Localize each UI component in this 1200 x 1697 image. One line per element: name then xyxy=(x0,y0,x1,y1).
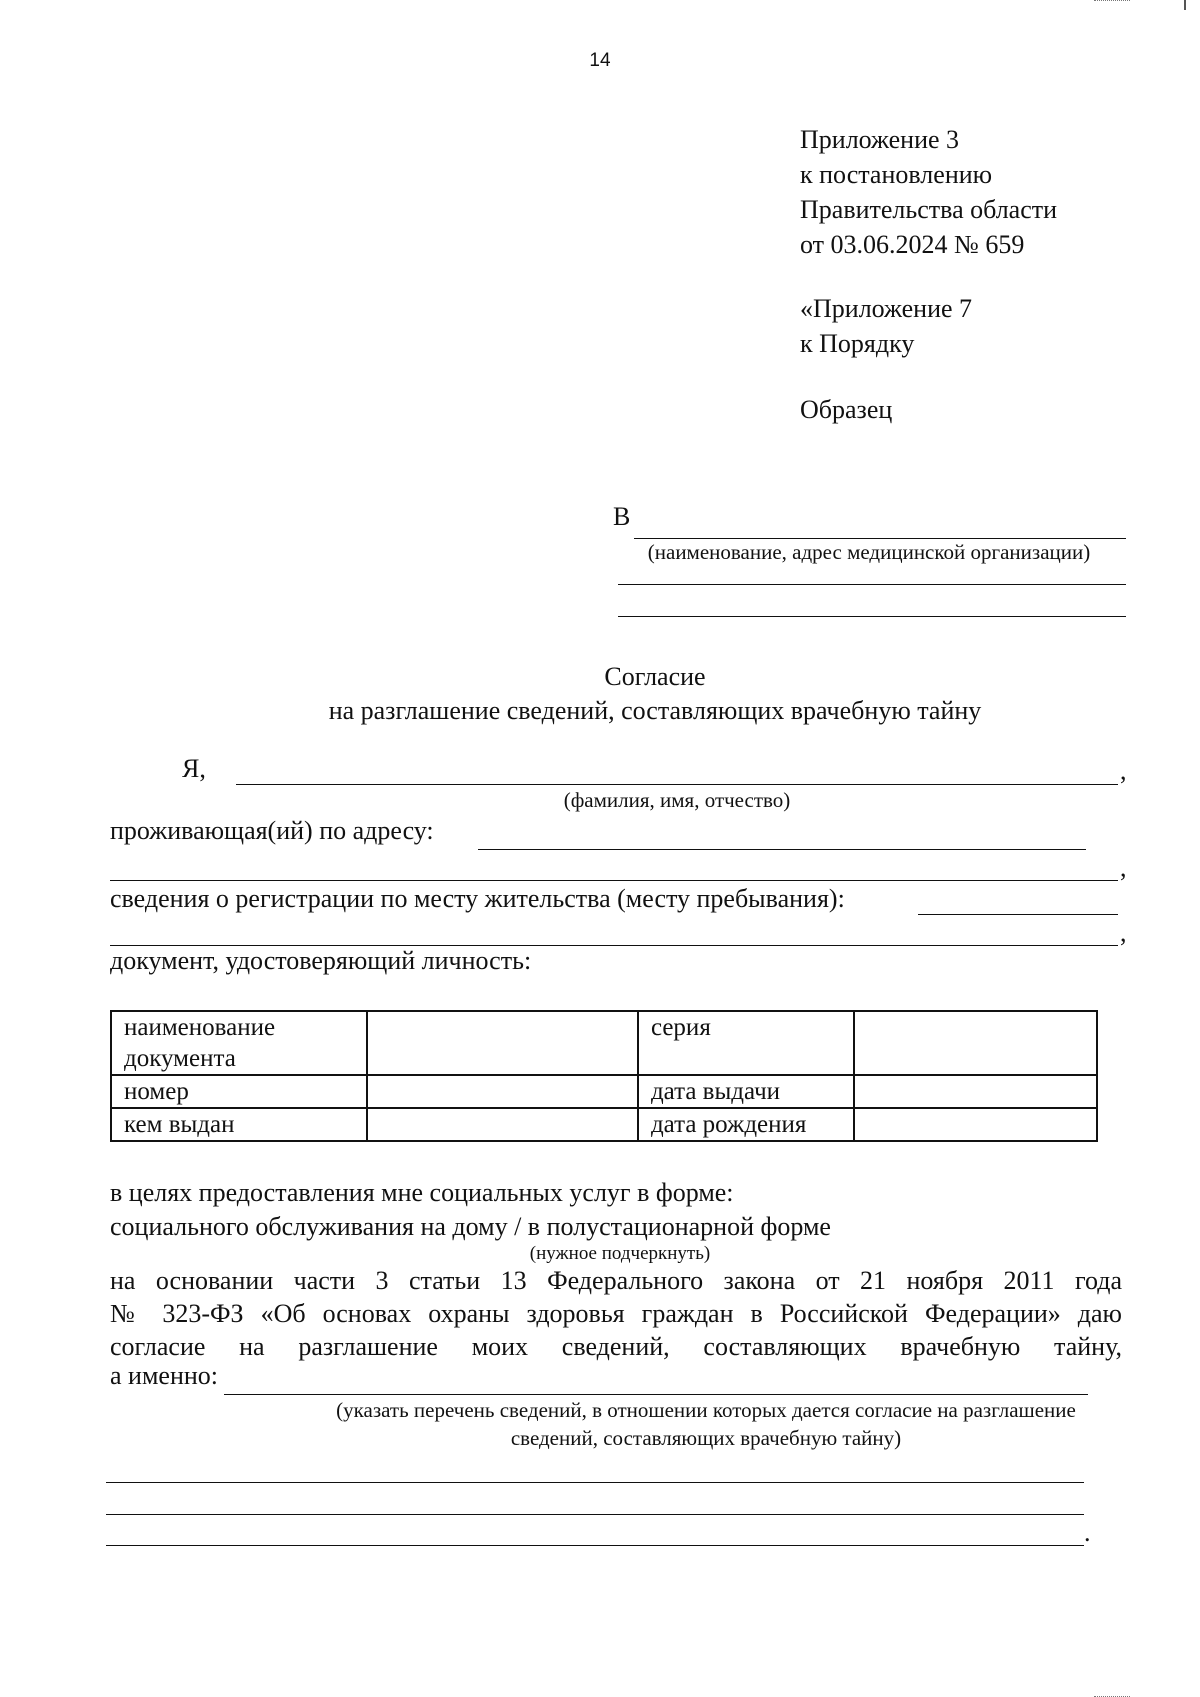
issue-date-cell[interactable] xyxy=(854,1075,1097,1108)
details-caption-line-1: (указать перечень сведений, в отношении которых дается согласие на разглашение xyxy=(336,1398,1076,1422)
addressee-line-2[interactable] xyxy=(618,584,1126,585)
number-cell[interactable] xyxy=(367,1075,638,1108)
registration-label: сведения о регистрации по месту жительства (месту пребывания): xyxy=(110,884,845,913)
details-line-4[interactable] xyxy=(106,1545,1084,1546)
doc-name-cell[interactable] xyxy=(367,1011,638,1075)
table-row xyxy=(111,1011,1097,1075)
registration-line[interactable] xyxy=(918,914,1118,915)
address-line[interactable] xyxy=(478,849,1086,850)
scan-mark xyxy=(1094,0,1130,5)
issued-by-cell[interactable] xyxy=(367,1108,638,1141)
annex-line: к постановлению xyxy=(800,160,993,189)
page-number: 14 xyxy=(589,50,611,71)
namely-label: а именно: xyxy=(110,1361,218,1390)
birth-date-cell[interactable] xyxy=(854,1108,1097,1141)
comma: , xyxy=(1120,853,1127,882)
identity-document-table xyxy=(110,1010,1098,1142)
document-subtitle: на разглашение сведений, составляющих врачебную тайну xyxy=(328,696,982,725)
issue-date-label: дата выдачи xyxy=(638,1075,854,1108)
fio-caption: (фамилия, имя, отчество) xyxy=(563,788,791,812)
basis-paragraph xyxy=(110,1264,1122,1363)
i-label: Я, xyxy=(182,754,206,783)
basis-line: на основании части 3 статьи 13 Федерального закона от 21 ноября 2011 года xyxy=(110,1266,1122,1295)
scan-mark xyxy=(1094,1692,1130,1697)
annex-line: от 03.06.2024 № 659 xyxy=(800,230,1025,259)
details-line-3[interactable] xyxy=(106,1514,1084,1515)
service-form-options[interactable]: социального обслуживания на дому / в полустационарной форме xyxy=(110,1212,831,1241)
document-title: Согласие xyxy=(604,662,706,691)
annex-line: «Приложение 7 xyxy=(800,294,973,323)
addressee-line-3[interactable] xyxy=(618,616,1126,617)
annex-line: Правительства области xyxy=(800,195,1058,224)
purpose-line: в целях предоставления мне социальных услуг в форме: xyxy=(110,1178,734,1207)
addressee-caption: (наименование, адрес медицинской организации) xyxy=(647,540,1091,564)
final-dot: . xyxy=(1084,1518,1091,1547)
series-cell[interactable] xyxy=(854,1011,1097,1075)
table-row xyxy=(111,1108,1097,1141)
birth-date-label: дата рождения xyxy=(638,1108,854,1141)
basis-line: согласие на разглашение моих сведений, составляющих врачебную тайну, xyxy=(110,1332,1122,1361)
basis-line: № 323-ФЗ «Об основах охраны здоровья граждан в Российской Федерации» даю xyxy=(110,1299,1122,1328)
addressee-prefix: В xyxy=(613,502,631,531)
details-caption-line-2: сведений, составляющих врачебную тайну) xyxy=(510,1426,902,1450)
annex-line: Приложение 3 xyxy=(800,125,960,154)
comma: , xyxy=(1120,918,1127,947)
comma: , xyxy=(1120,756,1127,785)
table-row xyxy=(111,1075,1097,1108)
underline-caption: (нужное подчеркнуть) xyxy=(529,1243,711,1264)
document-label: документ, удостоверяющий личность: xyxy=(110,946,532,975)
addressee-line[interactable] xyxy=(634,538,1126,539)
address-line-2[interactable] xyxy=(110,880,1118,881)
details-line[interactable] xyxy=(224,1394,1088,1395)
annex-line: к Порядку xyxy=(800,329,915,358)
issued-by-label: кем выдан xyxy=(111,1108,367,1141)
details-line-2[interactable] xyxy=(106,1482,1084,1483)
series-label: серия xyxy=(638,1011,854,1075)
scan-mark xyxy=(1184,0,1186,10)
sample-label: Образец xyxy=(800,395,893,424)
doc-name-label: наименование документа xyxy=(111,1011,367,1075)
number-label: номер xyxy=(111,1075,367,1108)
address-label: проживающая(ий) по адресу: xyxy=(110,816,434,845)
fio-line[interactable] xyxy=(236,784,1118,785)
annex-header xyxy=(800,122,1057,427)
